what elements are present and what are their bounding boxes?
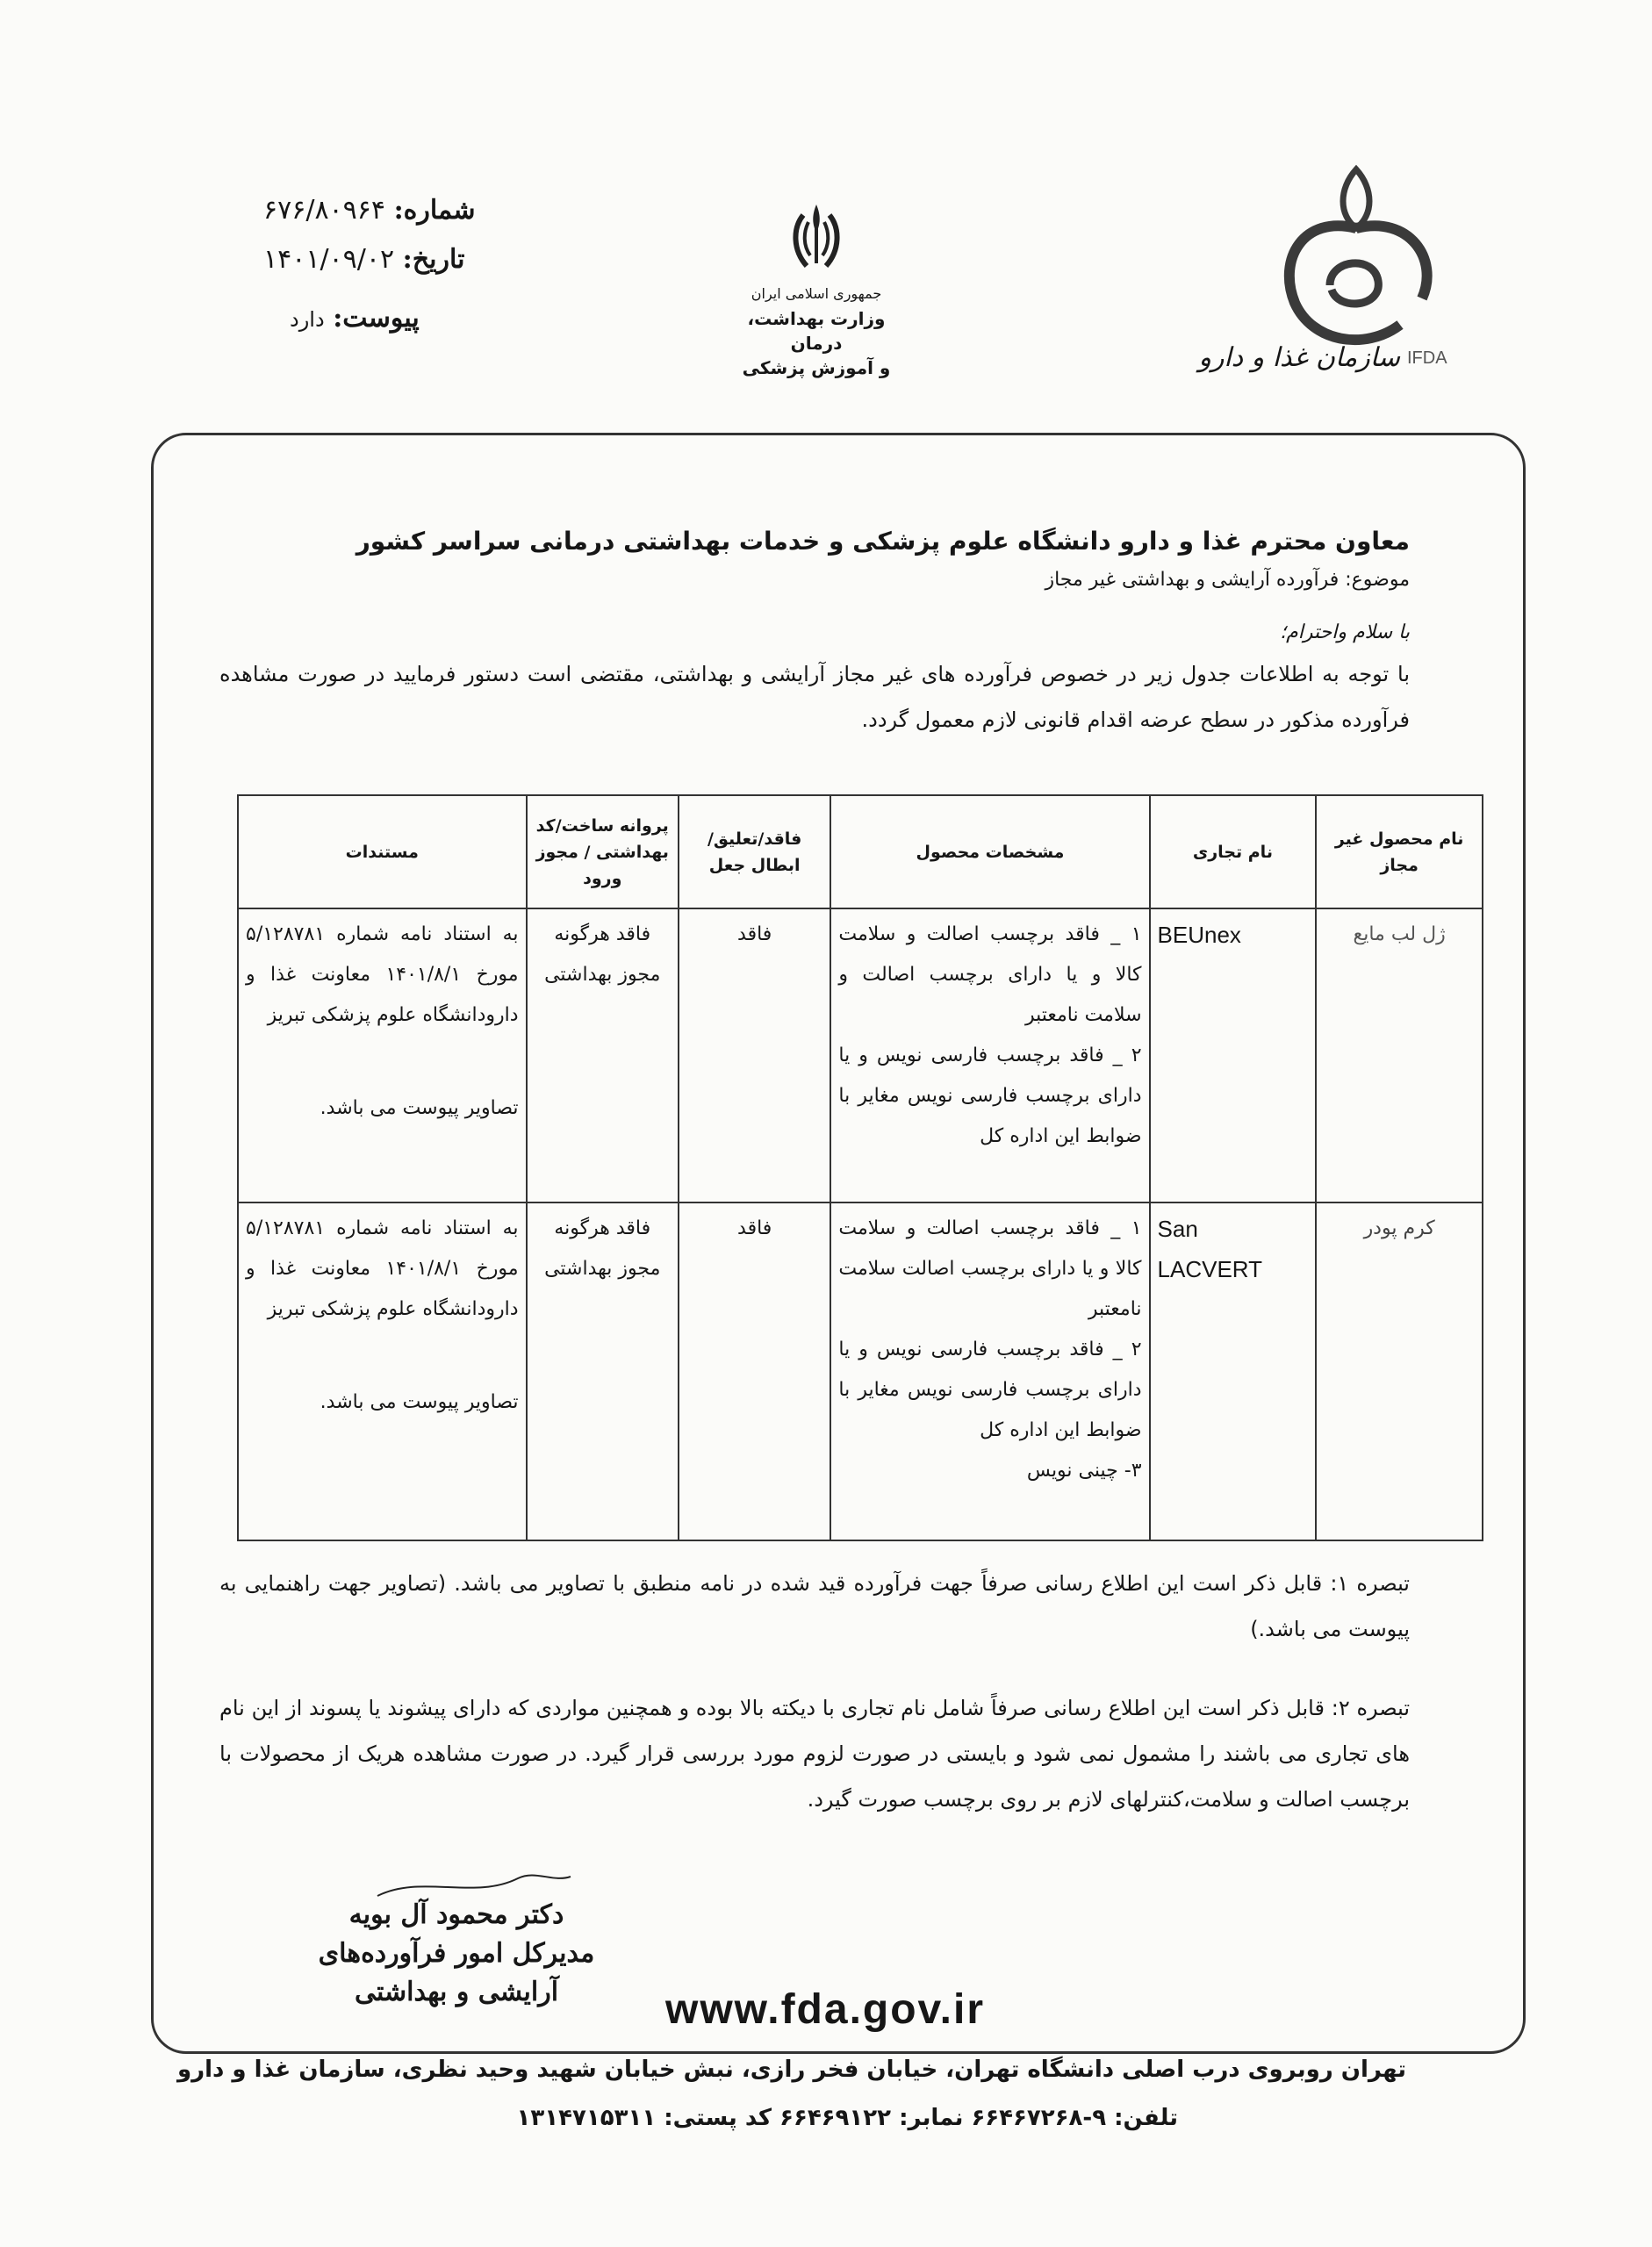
- letter-date: [263, 244, 464, 275]
- emblem-icon: [777, 197, 856, 276]
- recipient: معاون محترم غذا و دارو دانشگاه علوم پزشکی و خدمات بهداشتی درمانی سراسر کشور: [356, 527, 1410, 556]
- letter-attachment: [290, 303, 420, 334]
- ifda-logo: [1189, 162, 1453, 382]
- spec-line: ۱ _ فاقد برچسب اصالت و سلامت کالا و یا دارای برچسب اصالت و سلامت نامعتبر: [838, 923, 1142, 1026]
- header-license: پروانه ساخت/کد بهداشتی / مجوز ورود: [527, 795, 679, 908]
- cell-specs: [830, 1202, 1149, 1540]
- cell-documents: [238, 908, 527, 1202]
- attachment-value: دارد: [290, 307, 325, 332]
- cell-status: فاقد: [679, 1202, 830, 1540]
- spec-line: ۲ _ فاقد برچسب فارسی نویس و یا دارای برچسب فارسی نویس مغایر با ضوابط این اداره کل: [838, 1045, 1142, 1147]
- date-value: ۱۴۰۱/۰۹/۰۲: [263, 244, 395, 275]
- header-brand: نام تجاری: [1150, 795, 1317, 908]
- documents-attachments: تصاویر پیوست می باشد.: [320, 1391, 519, 1413]
- cell-product: کرم پودر: [1316, 1202, 1483, 1540]
- cell-status: فاقد: [679, 908, 830, 1202]
- signatory-title-1: مدیرکل امور فرآورده‌های: [318, 1938, 595, 1969]
- letter-body: با توجه به اطلاعات جدول زیر در خصوص فرآورده های غیر مجاز آرایشی و بهداشتی، مقتضی است دستور فرمایید در صورت مشاهده فرآورده مذکور در سطح عرضه اقدام قانونی لازم معمول گردد.: [219, 662, 1410, 732]
- logo-text: سازمان غذا و دارو: [1198, 342, 1400, 373]
- emblem-line-1: جمهوری اسلامی ایران: [751, 285, 882, 302]
- logo-abbr: IFDA: [1407, 348, 1447, 368]
- attachment-label: پیوست:: [333, 303, 420, 334]
- table-row: [238, 1202, 1483, 1540]
- cell-documents: [238, 1202, 527, 1540]
- header-specs: مشخصات محصول: [830, 795, 1149, 908]
- date-label: تاریخ:: [402, 244, 465, 275]
- header-product: نام محصول غیر مجاز: [1316, 795, 1483, 908]
- documents-attachments: تصاویر پیوست می باشد.: [320, 1097, 519, 1119]
- table-row: [238, 908, 1483, 1202]
- spec-line: ۲ _ فاقد برچسب فارسی نویس و یا دارای برچسب فارسی نویس مغایر با ضوابط این اداره کل: [838, 1339, 1142, 1441]
- spec-line: ۱ _ فاقد برچسب اصالت و سلامت کالا و یا دارای برچسب اصالت سلامت نامعتبر: [838, 1217, 1142, 1320]
- documents-reference: به استناد نامه شماره ۵/۱۲۸۷۸۱ مورخ ۱۴۰۱/۸/۱ معاونت غذا و دارودانشگاه علوم پزشکی تبریز: [246, 1217, 519, 1320]
- number-value: ۶۷۶/۸۰۹۶۴: [263, 195, 386, 226]
- footer-contacts: تلفن: ۹-۶۶۴۶۷۲۶۸ نمابر: ۶۶۴۶۹۱۲۲ کد پستی: ۱۳۱۴۷۱۵۳۱۱: [516, 2105, 1178, 2131]
- cell-product: ژل‌ لب مایع: [1316, 908, 1483, 1202]
- note-1: تبصره ۱: قابل ذکر است این اطلاع رسانی صرفاً جهت فرآورده قید شده در نامه منطبق با تصاویر می باشد. (تصاویر جهت راهنمایی به پیوست می باشد.): [219, 1571, 1410, 1641]
- number-label: شماره:: [393, 195, 476, 226]
- footer-address: تهران روبروی درب اصلی دانشگاه تهران، خیابان فخر رازی، نبش خیابان شهید وحید نظری، سازمان غذا و دارو: [176, 2057, 1406, 2083]
- header-status: فاقد/تعلیق/ابطال جعل: [679, 795, 830, 908]
- spec-line: ۳- چینی نویس: [1026, 1460, 1142, 1482]
- emblem-line-3: و آموزش پزشکی: [742, 357, 891, 378]
- signature-scribble: [369, 1870, 579, 1905]
- products-table: [237, 794, 1483, 1541]
- cell-license: فاقد هرگونه مجوز بهداشتی: [527, 1202, 679, 1540]
- documents-reference: به استناد نامه شماره ۵/۱۲۸۷۸۱ مورخ ۱۴۰۱/۸/۱ معاونت غذا و دارودانشگاه علوم پزشکی تبریز: [246, 923, 519, 1026]
- emblem-line-2: وزارت بهداشت، درمان: [747, 308, 886, 354]
- table-header-row: [238, 795, 1483, 908]
- letter-number: [263, 195, 475, 226]
- cell-brand: BEUnex: [1150, 908, 1317, 1202]
- note-2: تبصره ۲: قابل ذکر است این اطلاع رسانی صرفاً شامل نام تجاری با دیکته بالا بوده و همچنین مواردی که دارای پیشوند یا پسوند از این نام های تجاری می باشند را مشمول نمی شود و بایستی در صورت لزوم مورد بررسی قرار گیرد. در صورت مشاهده هریک از محصولات با برچسب اصالت و سلامت،کنترلهای لازم بر روی برچسب صورت گیرد.: [219, 1696, 1411, 1812]
- signatory-name: دکتر محمود آل بویه: [348, 1899, 564, 1930]
- signature-block: [298, 1896, 614, 2012]
- cell-license: فاقد هرگونه مجوز بهداشتی: [527, 908, 679, 1202]
- iran-emblem: [720, 197, 913, 380]
- subject: موضوع: فرآورده آرایشی و بهداشتی غیر مجاز: [1045, 569, 1410, 591]
- greeting: با سلام واحترام؛: [1280, 621, 1410, 643]
- website: www.fda.gov.ir: [665, 1986, 986, 2033]
- cell-specs: [830, 908, 1149, 1202]
- ifda-logo-icon: [1268, 162, 1444, 355]
- signatory-title-2: آرایشی و بهداشتی: [354, 1977, 559, 2007]
- cell-brand: San LACVERT: [1150, 1202, 1317, 1540]
- header-documents: مستندات: [238, 795, 527, 908]
